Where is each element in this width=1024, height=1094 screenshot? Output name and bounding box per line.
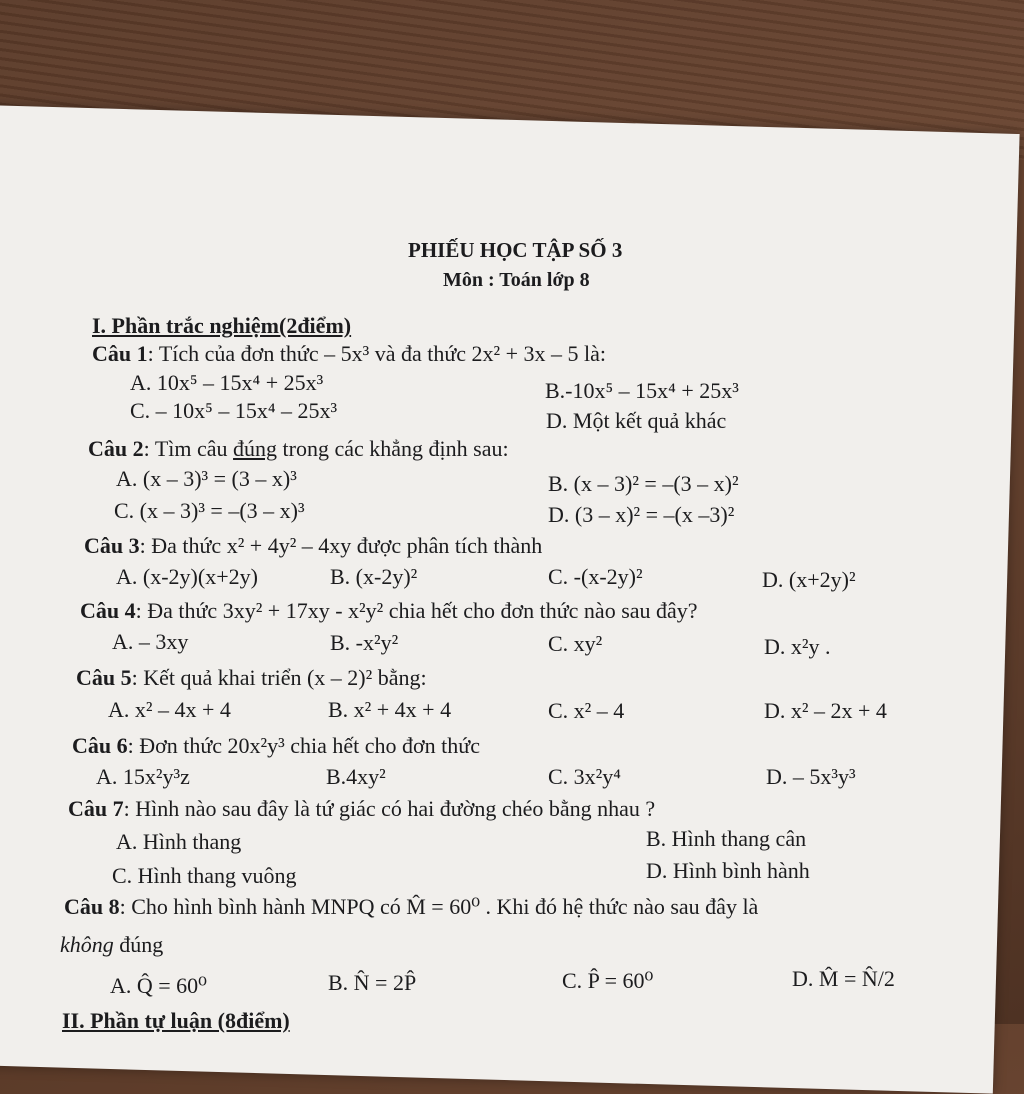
question-8-italic-word: không [60, 932, 114, 957]
question-3 [84, 535, 542, 557]
question-3-option-a: A. (x-2y)(x+2y) [116, 564, 258, 589]
question-4 [80, 600, 698, 622]
section-1-heading: I. Phần trắc nghiệm(2điểm) [92, 313, 352, 338]
question-7-text: : Hình nào sau đây là tứ giác có hai đường chéo bằng nhau ? [123, 796, 656, 821]
question-1-label: Câu 1 [92, 341, 148, 366]
question-4-option-d: D. x²y . [764, 634, 831, 659]
section-2-heading: II. Phần tự luận (8điểm) [62, 1008, 290, 1033]
question-8 [64, 896, 758, 918]
question-4-option-a: A. – 3xy [112, 629, 189, 654]
question-8-option-c: C. P̂ = 60⁰ [562, 968, 654, 993]
question-5 [76, 667, 427, 689]
worksheet-title: PHIẾU HỌC TẬP SỐ 3 [408, 238, 623, 262]
question-6-option-b: B.4xy² [326, 764, 386, 789]
question-1-option-a: A. 10x⁵ – 15x⁴ + 25x³ [130, 370, 324, 395]
question-7-option-d: D. Hình bình hành [646, 858, 810, 883]
question-8-text: : Cho hình bình hành MNPQ có M̂ = 60⁰ . Khi đó hệ thức nào sau đây là [119, 894, 759, 919]
question-6 [72, 735, 480, 757]
question-5-option-b: B. x² + 4x + 4 [328, 697, 452, 722]
question-2-text-pre: : Tìm câu [143, 436, 234, 461]
worksheet-subject: Môn : Toán lớp 8 [443, 269, 590, 291]
question-6-option-d: D. – 5x³y³ [766, 764, 856, 789]
question-4-option-b: B. -x²y² [330, 630, 399, 655]
question-8-text-line2 [60, 934, 163, 956]
question-7 [68, 798, 655, 820]
question-4-label: Câu 4 [80, 598, 136, 623]
question-6-text: : Đơn thức 20x²y³ chia hết cho đơn thức [127, 733, 480, 758]
question-2-option-d: D. (3 – x)² = –(x –3)² [548, 502, 735, 527]
question-6-option-a: A. 15x²y³z [96, 764, 190, 789]
question-2-label: Câu 2 [88, 436, 144, 461]
question-1 [92, 343, 606, 365]
question-2 [88, 438, 509, 460]
question-5-option-d: D. x² – 2x + 4 [764, 698, 887, 723]
question-4-option-c: C. xy² [548, 631, 603, 656]
question-7-option-b: B. Hình thang cân [646, 826, 807, 851]
question-3-option-d: D. (x+2y)² [762, 567, 856, 592]
question-1-option-b: B.-10x⁵ – 15x⁴ + 25x³ [545, 378, 739, 403]
question-3-option-b: B. (x-2y)² [330, 564, 418, 589]
question-2-text-post: trong các khẳng định sau: [277, 436, 509, 461]
question-7-label: Câu 7 [68, 796, 124, 821]
question-1-text: : Tích của đơn thức – 5x³ và đa thức 2x² + 3x – 5 là: [147, 341, 607, 366]
question-6-option-c: C. 3x²y⁴ [548, 764, 621, 789]
question-3-label: Câu 3 [84, 533, 140, 558]
question-8-option-a: A. Q̂ = 60⁰ [110, 973, 208, 998]
question-8-label: Câu 8 [64, 894, 120, 919]
question-2-option-a: A. (x – 3)³ = (3 – x)³ [116, 466, 297, 491]
question-3-text: : Đa thức x² + 4y² – 4xy được phân tích thành [139, 533, 543, 558]
question-3-option-c: C. -(x-2y)² [548, 564, 643, 589]
question-2-option-b: B. (x – 3)² = –(3 – x)² [548, 471, 739, 496]
question-1-option-d: D. Một kết quả khác [546, 408, 727, 433]
question-5-option-c: C. x² – 4 [548, 698, 625, 723]
question-8-option-b: B. N̂ = 2P̂ [328, 970, 417, 995]
question-2-option-c: C. (x – 3)³ = –(3 – x)³ [114, 498, 305, 523]
question-6-label: Câu 6 [72, 733, 128, 758]
question-5-label: Câu 5 [76, 665, 132, 690]
question-7-option-c: C. Hình thang vuông [112, 863, 297, 888]
question-8-option-d: D. M̂ = N̂/2 [792, 966, 895, 991]
question-7-option-a: A. Hình thang [116, 829, 242, 854]
question-5-option-a: A. x² – 4x + 4 [108, 697, 231, 722]
question-2-text-underlined: đúng [233, 436, 278, 461]
question-1-option-c: C. – 10x⁵ – 15x⁴ – 25x³ [130, 398, 338, 423]
question-5-text: : Kết quả khai triển (x – 2)² bằng: [131, 665, 427, 690]
question-4-text: : Đa thức 3xy² + 17xy - x²y² chia hết cho đơn thức nào sau đây? [135, 598, 698, 623]
question-8-text-line2-rest: đúng [113, 932, 164, 957]
